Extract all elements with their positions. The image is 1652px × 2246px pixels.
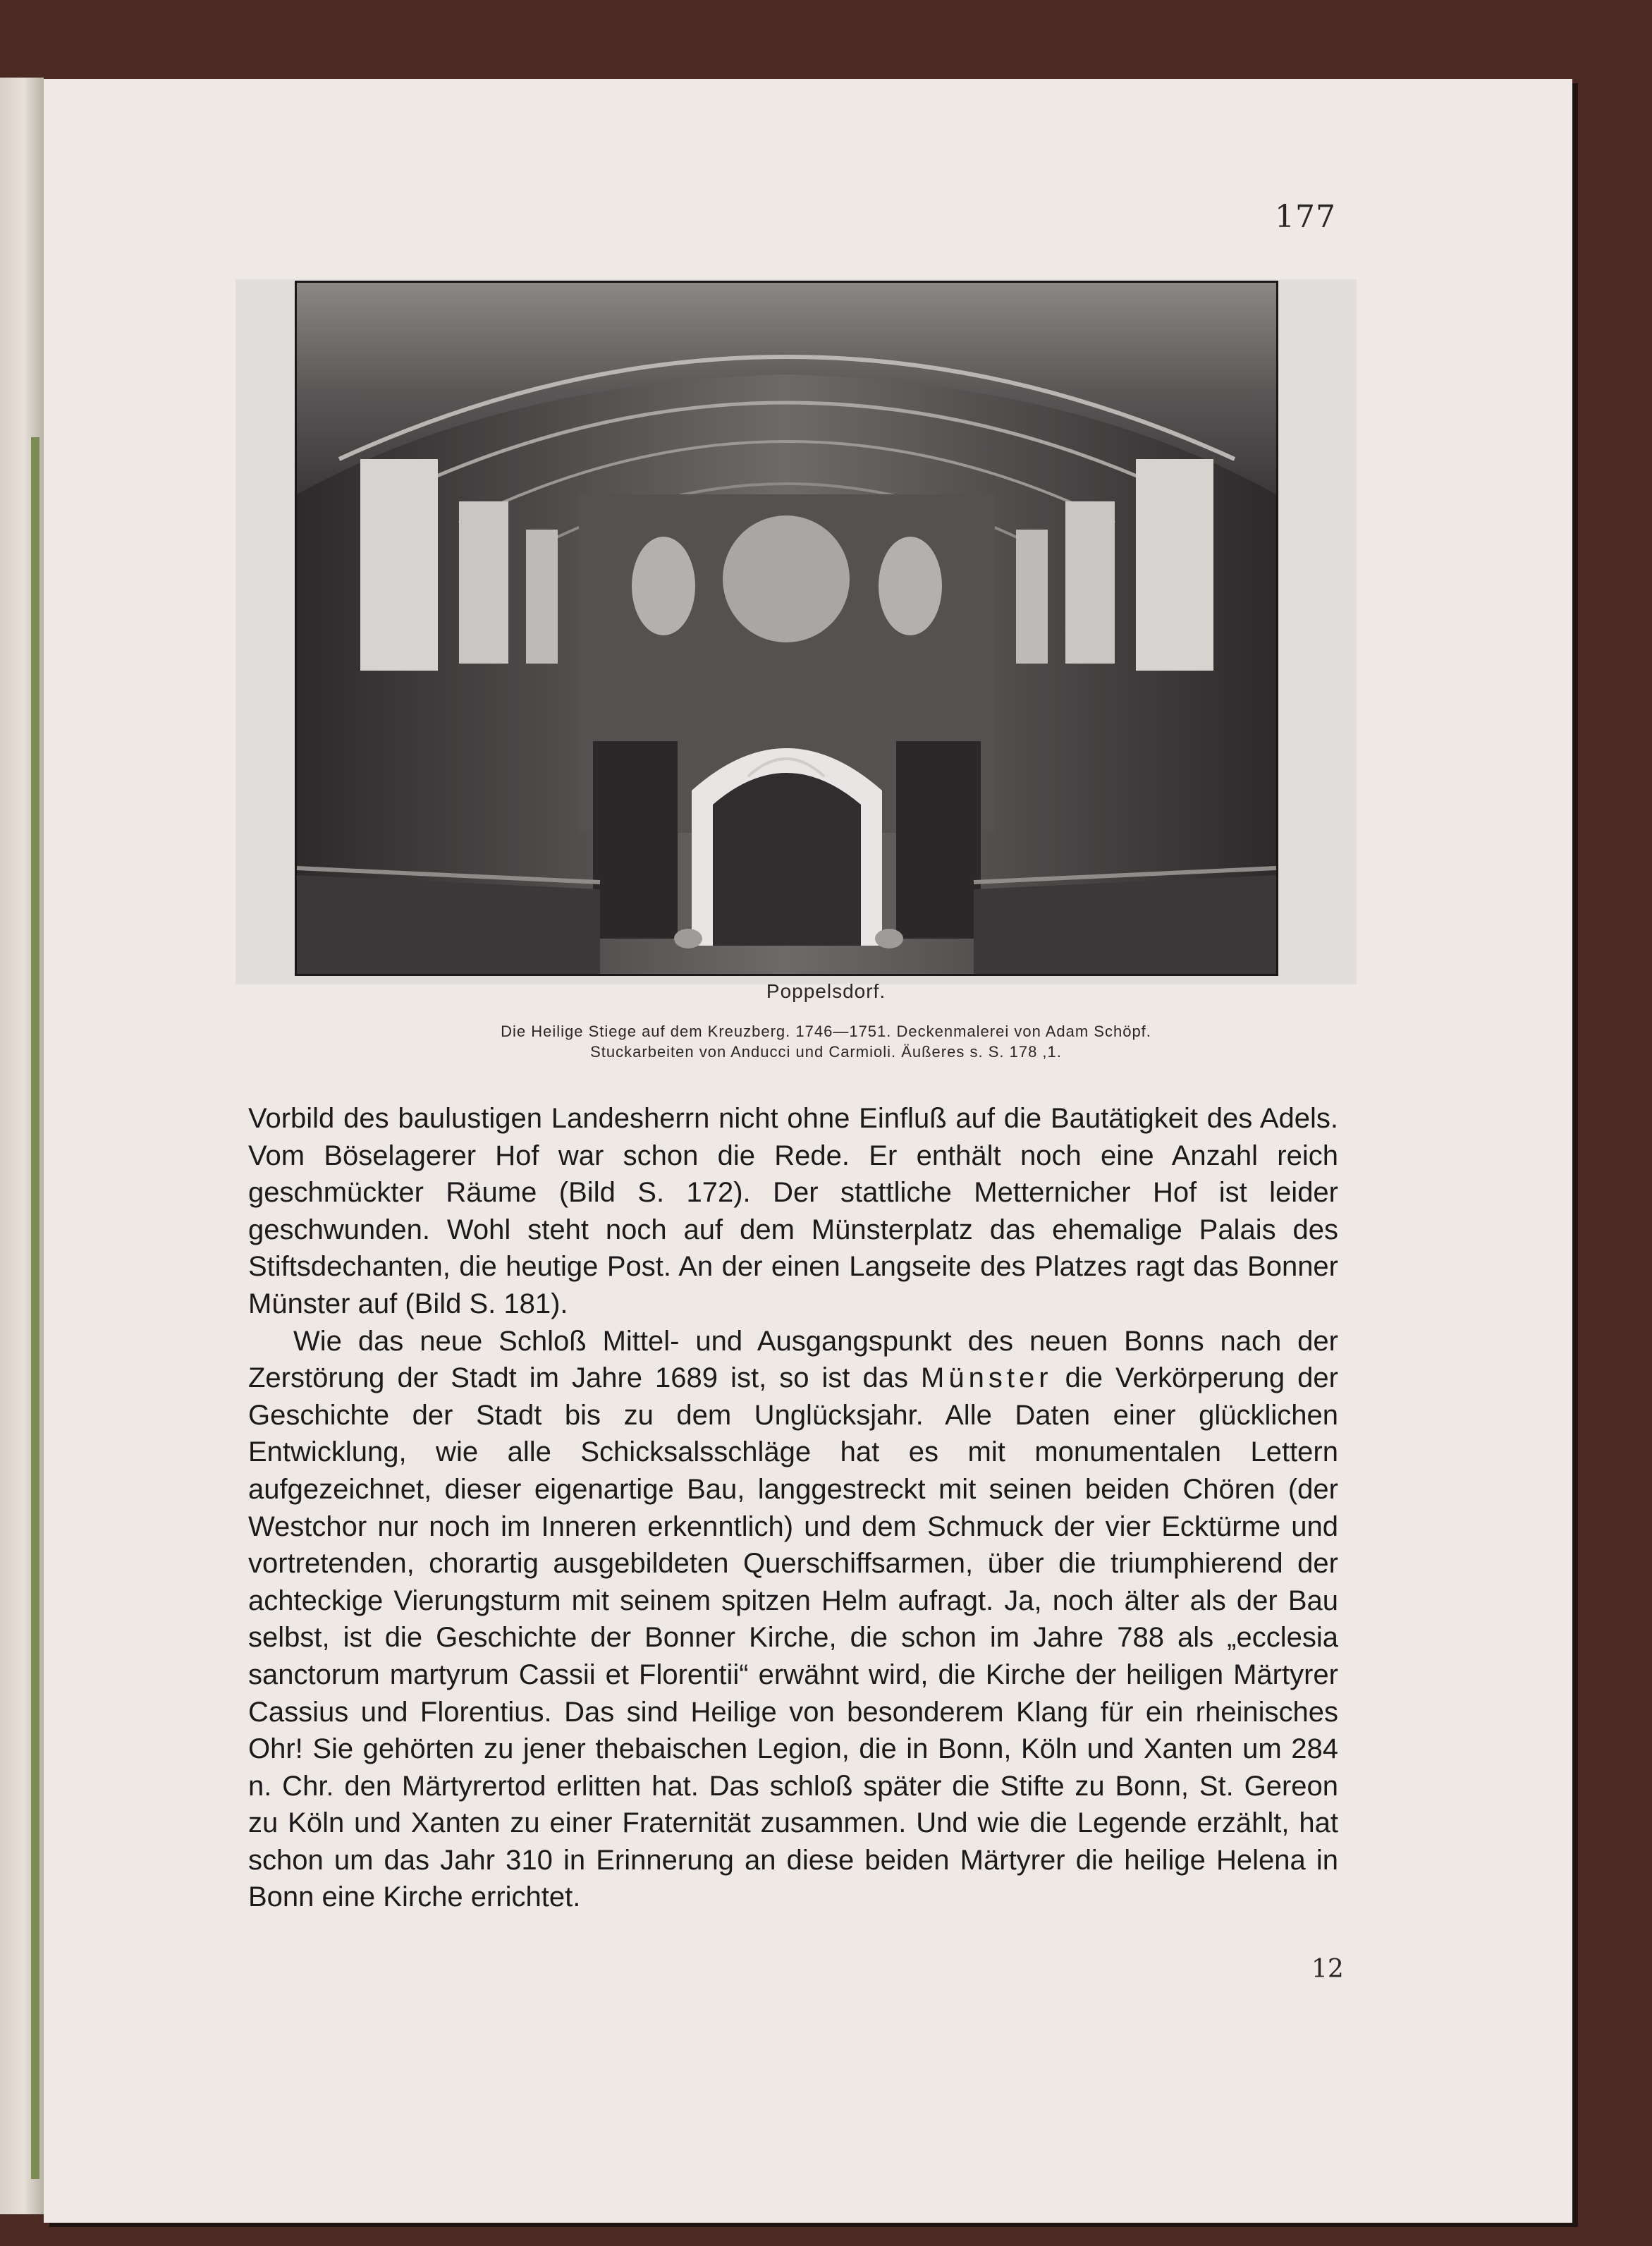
emphasized-word: Münster: [921, 1362, 1053, 1394]
figure-caption-title: Poppelsdorf.: [766, 980, 886, 1002]
body-text: [248, 1100, 1338, 1916]
staircase-photograph: [295, 281, 1278, 976]
signature-mark: 12: [1311, 1955, 1344, 1984]
paragraph-text: die Verkörperung der Geschichte der Stadt bis zu dem Unglücksjahr. Alle Daten einer glücklichen Entwicklung, wie alle Schicksalsschläge hat es mit monumentalen Lettern aufgezeichnet, dieser eigenartige Bau, langgestreckt mit seinen beiden Chören (der Westchor nur noch im Inneren erkenntlich) und dem Schmuck der vier Ecktürme und vortretenden, chorartig ausgebildeten Querschiffsarmen, über die triumphierend der achteckige Vierungsturm mit seinem spitzen Helm aufragt. Ja, noch älter als der Bau selbst, ist die Geschichte der Bonner Kirche, die schon im Jahre 788 als „ecclesia sanctorum martyrum Cassii et Florentii“ erwähnt wird, die Kirche der heiligen Märtyrer Cassius und Florentius. Das sind Heilige von besonderem Klang für ein rheinisches Ohr! Sie gehörten zu jener thebaischen Legion, die in Bonn, Köln und Xanten um 284 n. Chr. den Märtyrertod erlitten hat. Das schloß später die Stifte zu Bonn, St. Gereon zu Köln und Xanten zu einer Fraternität zusammen. Und wie die Legende erzählt, hat schon um das Jahr 310 in Erinnerung an diese beiden Märtyrer die heilige Helena in Bonn eine Kirche errichtet.: [248, 1362, 1338, 1913]
paragraph: Vorbild des baulustigen Landesherrn nicht ohne Einfluß auf die Bautätigkeit des Adels. Vom Böselagerer Hof war schon die Rede. Er enthält noch eine Anzahl reich geschmückter Räume (Bild S. 172). Der stattliche Metternicher Hof ist leider geschwunden. Wohl steht noch auf dem Münsterplatz das ehemalige Palais des Stiftsdechanten, die heutige Post. An der einen Langseite des Platzes ragt das Bonner Münster auf (Bild S. 181).: [248, 1103, 1338, 1319]
paragraph: [248, 1323, 1338, 1917]
page-number: 177: [1275, 199, 1336, 235]
paragraph-text: Wie das neue Schloß Mittel- und Ausgangspunkt des neuen Bonns nach der Zerstörung der Stadt im Jahre 1689 ist, so ist das: [248, 1325, 1338, 1394]
figure-caption-line: Die Heilige Stiege auf dem Kreuzberg. 1746—1751. Deckenmalerei von Adam Schöpf.: [501, 1023, 1151, 1040]
book-spine-binding: [31, 437, 39, 2179]
figure-caption-line: Stuckarbeiten von Anducci und Carmioli. Äußeres s. S. 178 ,1.: [590, 1043, 1062, 1061]
